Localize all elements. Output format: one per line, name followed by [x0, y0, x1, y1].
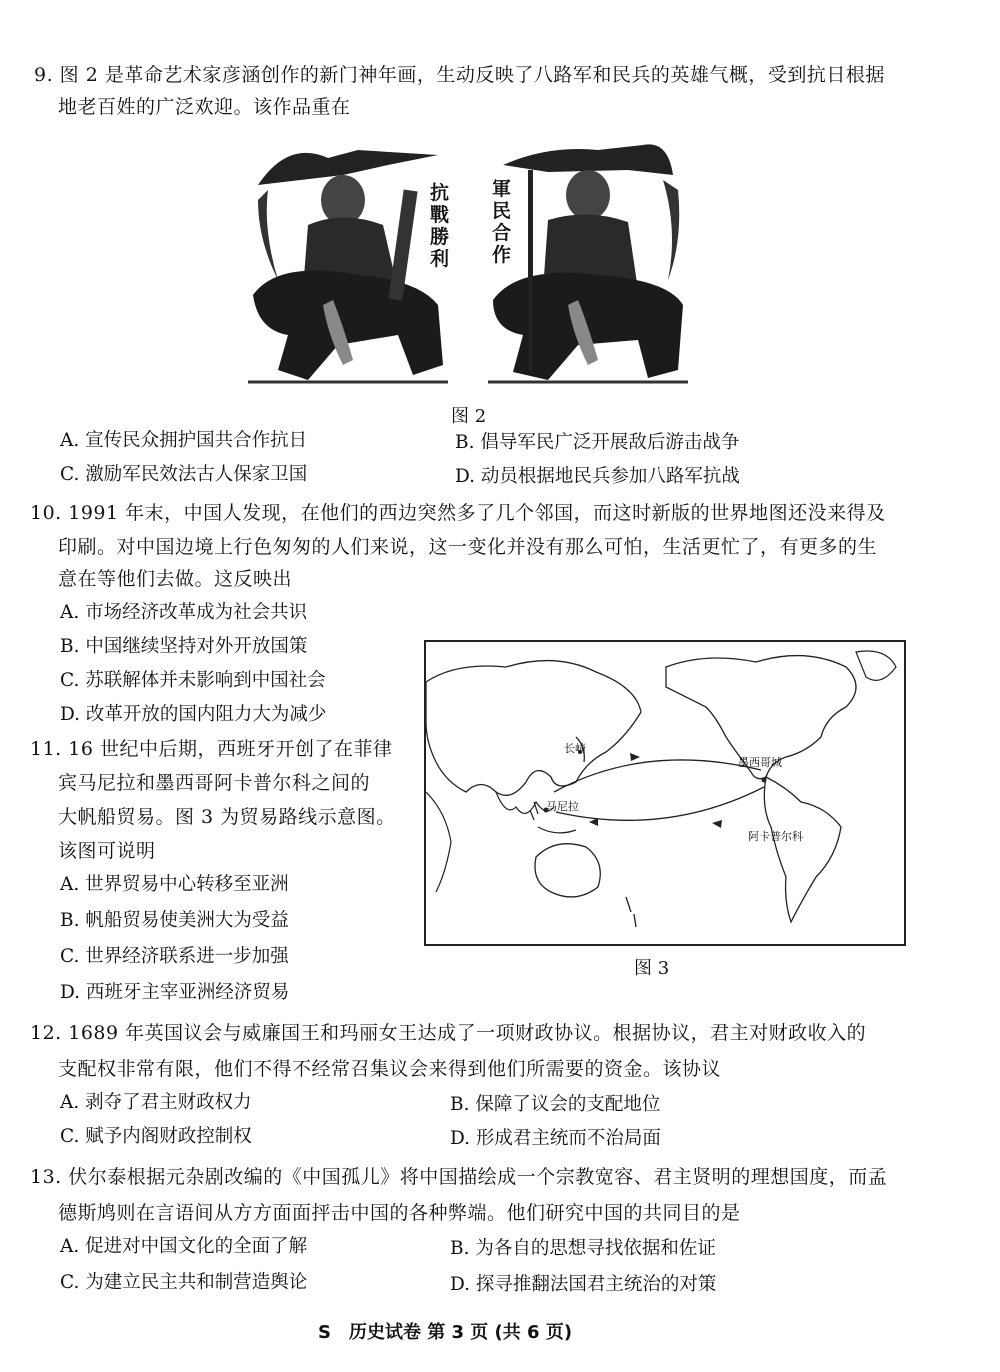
q10-stem-line3: 意在等他们去做。这反映出	[58, 568, 293, 590]
q9-stem-line2: 地老百姓的广泛欢迎。该作品重在	[58, 96, 351, 118]
q9-stem-line1: 9. 图 2 是革命艺术家彦涵创作的新门神年画，生动反映了八路军和民兵的英雄气概，受到抗日根据	[34, 64, 885, 86]
q9-option-a[interactable]: A. 宣传民众拥护国共合作抗日	[60, 430, 308, 451]
q12-option-b[interactable]: B. 保障了议会的支配地位	[450, 1094, 661, 1115]
q13-stem-line2: 德斯鸠则在言语间从方方面面抨击中国的各种弊端。他们研究中国的共同目的是	[58, 1202, 741, 1224]
right-banner-text: 軍民合作	[492, 178, 512, 266]
right-door-god	[488, 144, 688, 382]
figure-3-caption: 图 3	[634, 958, 670, 979]
q11-stem-line4: 该图可说明	[58, 840, 156, 862]
figure-2-woodcut	[248, 130, 688, 392]
q9-option-c[interactable]: C. 激励军民效法古人保家卫国	[60, 464, 308, 485]
q10-stem-line1: 10. 1991 年末，中国人发现，在他们的西边突然多了几个邻国，而这时新版的世界地图还没来得及	[30, 502, 886, 524]
q10-option-d[interactable]: D. 改革开放的国内阻力大为减少	[60, 704, 327, 725]
q12-stem-line2: 支配权非常有限，他们不得不经常召集议会来得到他们所需要的资金。该协议	[58, 1058, 722, 1080]
q9-option-b[interactable]: B. 倡导军民广泛开展敌后游击战争	[455, 432, 740, 453]
map-label-nagasaki: 长崎	[564, 742, 586, 755]
q12-option-a[interactable]: A. 剥夺了君主财政权力	[60, 1092, 252, 1113]
q11-stem-line1: 11. 16 世纪中后期，西班牙开创了在菲律	[30, 738, 393, 760]
figure-3-map	[424, 640, 906, 946]
q10-option-b[interactable]: B. 中国继续坚持对外开放国策	[60, 636, 308, 657]
map-label-mexico-city: 墨西哥城	[738, 756, 782, 769]
q13-option-a[interactable]: A. 促进对中国文化的全面了解	[60, 1236, 308, 1257]
page-footer: S 历史试卷 第 3 页 (共 6 页)	[318, 1322, 573, 1343]
q9-option-d[interactable]: D. 动员根据地民兵参加八路军抗战	[455, 466, 740, 487]
q13-stem-line1: 13. 伏尔泰根据元杂剧改编的《中国孤儿》将中国描绘成一个宗教宽容、君主贤明的理想国度，而孟	[30, 1166, 888, 1188]
q10-option-c[interactable]: C. 苏联解体并未影响到中国社会	[60, 670, 326, 691]
left-banner-text: 抗戰勝利	[430, 182, 450, 270]
q13-option-c[interactable]: C. 为建立民主共和制营造舆论	[60, 1272, 308, 1293]
q11-option-b[interactable]: B. 帆船贸易使美洲大为受益	[60, 910, 289, 931]
q13-option-b[interactable]: B. 为各自的思想寻找依据和佐证	[450, 1238, 716, 1259]
world-map-trade-route	[426, 642, 904, 944]
q11-stem-line2: 宾马尼拉和墨西哥阿卡普尔科之间的	[58, 772, 371, 794]
figure-2-caption: 图 2	[451, 406, 487, 427]
q11-option-c[interactable]: C. 世界经济联系进一步加强	[60, 946, 289, 967]
q11-stem-line3: 大帆船贸易。图 3 为贸易路线示意图。	[58, 806, 396, 828]
q11-option-d[interactable]: D. 西班牙主宰亚洲经济贸易	[60, 982, 290, 1003]
q10-option-a[interactable]: A. 市场经济改革成为社会共识	[60, 602, 308, 623]
q12-option-d[interactable]: D. 形成君主统而不治局面	[450, 1128, 661, 1149]
q12-stem-line1: 12. 1689 年英国议会与威廉国王和玛丽女王达成了一项财政协议。根据协议，君主对财政收入的	[30, 1022, 867, 1044]
q11-option-a[interactable]: A. 世界贸易中心转移至亚洲	[60, 874, 289, 895]
map-label-acapulco: 阿卡普尔科	[748, 830, 803, 843]
q13-option-d[interactable]: D. 探寻推翻法国君主统治的对策	[450, 1274, 717, 1295]
q12-option-c[interactable]: C. 赋予内阁财政控制权	[60, 1126, 252, 1147]
map-label-manila: 马尼拉	[546, 800, 579, 813]
left-door-god	[248, 150, 448, 382]
door-god-woodcut-image	[248, 130, 688, 392]
q10-stem-line2: 印刷。对中国边境上行色匆匆的人们来说，这一变化并没有那么可怕，生活更忙了，有更多的生	[58, 536, 878, 558]
